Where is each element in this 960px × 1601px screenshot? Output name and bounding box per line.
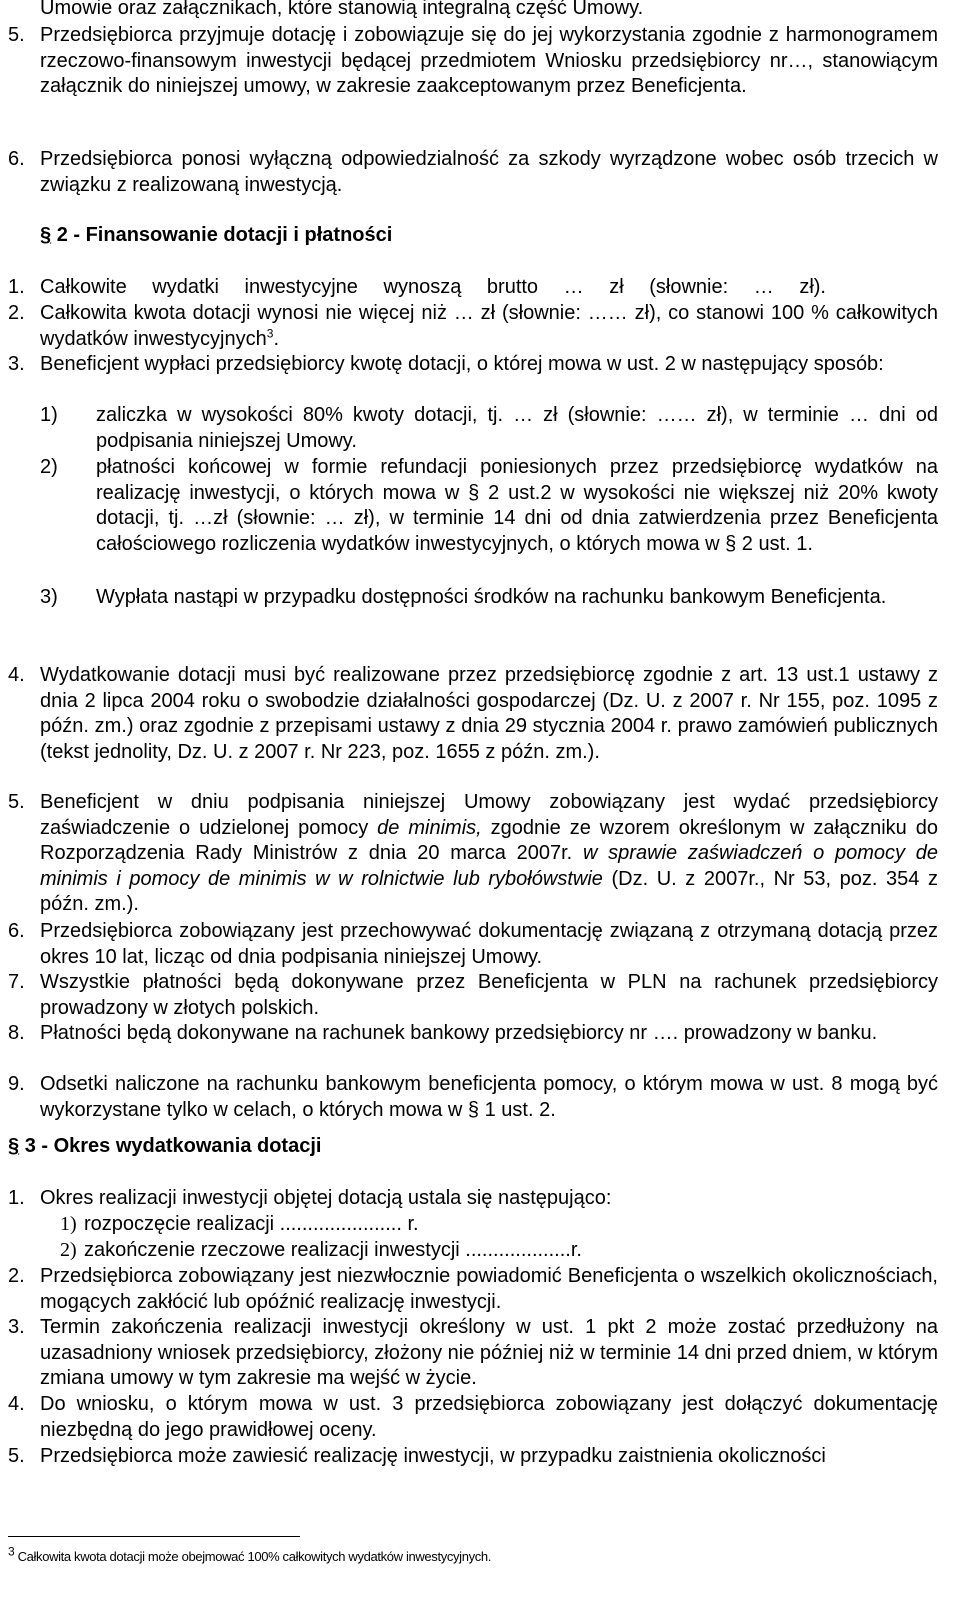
s2-item-2-number: 2. — [8, 302, 25, 324]
s2-sub-1-text: zaliczka w wysokości 80% kwoty dotacji, tj. … zł (słownie: …… zł), w terminie … dni od podpisania niniejszej Umowy. — [96, 404, 938, 452]
s2-sub-3-number: 3) — [40, 586, 58, 608]
intro-item-6-text: Przedsiębiorca ponosi wyłączną odpowiedzialność za szkody wyrządzone wobec osób trzecich w związku z realizowaną inwestycją. — [40, 148, 938, 196]
s2-sub-1-number: 1) — [40, 404, 58, 426]
s3-item-5-number: 5. — [8, 1445, 25, 1467]
intro-item-5-text: Przedsiębiorca przyjmuje dotację i zobowiązuje się do jej wykorzystania zgodnie z harmonogramem rzeczowo-finansowym inwestycji będącej przedmiotem Wniosku przedsiębiorcy nr…, stanowiącym załącznik do niniejszej umowy, w zakresie zaakceptowanym przez Beneficjenta. — [40, 24, 938, 98]
s2-item-1-text: Całkowite wydatki inwestycyjne wynoszą brutto … zł (słownie: … zł). — [40, 276, 826, 298]
s3-sub-1-number: 1) — [60, 1213, 77, 1235]
intro-line: Umowie oraz załącznikach, które stanowią integralną część Umowy. — [40, 0, 644, 19]
section-2-title: 2 - Finansowanie dotacji i płatności — [56, 224, 393, 246]
footnote-ref: 3 — [266, 325, 274, 340]
s3-item-2-number: 2. — [8, 1265, 25, 1287]
s2-item-3-number: 3. — [8, 353, 25, 375]
s2-item-4-text: Wydatkowanie dotacji musi być realizowane przez przedsiębiorcę zgodnie z art. 13 ust.1 ustawy z dnia 2 lipca 2004 roku o swobodzie działalności gospodarczej (Dz. U. z 2007 r. Nr 155, poz. 1095 z późn. zm.) oraz zgodnie z przepisami ustawy z dnia 29 stycznia 2004 r. prawo zamówień publicznych (tekst jednolity, Dz. U. z 2007 r. Nr 223, poz. 1655 z późn. zm.). — [40, 664, 938, 763]
s2-item-8-number: 8. — [8, 1022, 25, 1044]
s2-sub-2-text: płatności końcowej w formie refundacji poniesionych przez przedsiębiorcę wydatków na realizację inwestycji, o których mowa w § 2 ust.2 w wysokości nie większej niż 20% kwoty dotacji, tj. …zł (słownie: … zł), w terminie 14 dni od dnia zatwierdzenia przez Beneficjenta całościowego rozliczenia wydatków inwestycyjnych, o których mowa w § 2 ust. 1. — [96, 456, 938, 555]
s3-item-2-text: Przedsiębiorca zobowiązany jest niezwłocznie powiadomić Beneficjenta o wszelkich okolicznościach, mogących zakłócić lub opóźnić realizację inwestycji. — [40, 1265, 938, 1313]
section-sign: § — [8, 1135, 20, 1157]
s3-item-5-text: Przedsiębiorca może zawiesić realizację inwestycji, w przypadku zaistnienia okoliczności — [40, 1445, 826, 1467]
s3-sub-2-text: zakończenie rzeczowe realizacji inwestycji ...................r. — [84, 1239, 582, 1261]
s2-item-7-text: Wszystkie płatności będą dokonywane przez Beneficjenta w PLN na rachunek przedsiębiorcy prowadzony w złotych polskich. — [40, 971, 938, 1019]
section-3-heading — [8, 1134, 321, 1160]
s2-item-6-text: Przedsiębiorca zobowiązany jest przechowywać dokumentację związaną z otrzymaną dotacją przez okres 10 lat, licząc od dnia podpisania niniejszej Umowy. — [40, 920, 938, 968]
s2-item-2-text — [40, 301, 938, 352]
section-sign: § — [40, 224, 52, 246]
footnote-text: Całkowita kwota dotacji może obejmować 100% całkowitych wydatków inwestycyjnych. — [17, 1549, 492, 1564]
s2-item-3-text: Beneficjent wypłaci przedsiębiorcy kwotę dotacji, o której mowa w ust. 2 w następujący sposób: — [40, 353, 884, 375]
s3-sub-1-text: rozpoczęcie realizacji ...................... r. — [84, 1213, 419, 1235]
intro-item-6-number: 6. — [8, 148, 25, 170]
s2-item-5-number: 5. — [8, 791, 25, 813]
s2-sub-2-number: 2) — [40, 456, 58, 478]
s2-item-5-italic-1: de minimis, — [377, 816, 482, 839]
s3-item-1-number: 1. — [8, 1187, 25, 1209]
s2-item-5-part-b: zgodnie ze wzorem określonym w załączniku do Rozporządzenia Rady Ministrów z dnia 20 marca 2007r. — [40, 816, 938, 865]
footnote-separator — [8, 1536, 300, 1537]
s2-item-4-number: 4. — [8, 664, 25, 686]
s2-item-7-number: 7. — [8, 971, 25, 993]
s2-sub-3-text: Wypłata nastąpi w przypadku dostępności środków na rachunku bankowym Beneficjenta. — [96, 586, 887, 608]
s3-item-3-text: Termin zakończenia realizacji inwestycji określony w ust. 1 pkt 2 może zostać przedłużony na uzasadniony wniosek przedsiębiorcy, złożony nie później niż w terminie 14 dni przed dniem, w którym zmiana umowy w tym zakresie ma wejść w życie. — [40, 1316, 938, 1390]
s3-item-1-text: Okres realizacji inwestycji objętej dotacją ustala się następująco: — [40, 1187, 612, 1209]
s2-item-6-number: 6. — [8, 920, 25, 942]
section-2-heading — [40, 223, 392, 249]
s2-item-8-text: Płatności będą dokonywane na rachunek bankowy przedsiębiorcy nr …. prowadzony w banku. — [40, 1022, 878, 1044]
intro-item-5-number: 5. — [8, 24, 25, 46]
s2-item-5-italic-2: w sprawie zaświadczeń o pomocy de minimis i pomocy de minimis w w rolnictwie lub rybołówstwie — [40, 842, 939, 890]
footnote — [8, 1544, 492, 1566]
s2-item-1-number: 1. — [8, 276, 25, 298]
s2-item-2-end: . — [273, 327, 279, 350]
s3-item-4-number: 4. — [8, 1393, 25, 1415]
s2-item-9-number: 9. — [8, 1073, 25, 1095]
s3-item-3-number: 3. — [8, 1316, 25, 1338]
s2-item-5-text — [40, 790, 938, 918]
s2-item-5-part-c: (Dz. U. z 2007r., Nr 53, poz. 354 z późn. zm.). — [40, 867, 938, 916]
section-3-title: 3 - Okres wydatkowania dotacji — [24, 1135, 322, 1157]
s2-item-5-part-a: Beneficjent w dniu podpisania niniejszej Umowy zobowiązany jest wydać przedsiębiorcy zaświadczenie o udzielonej pomocy — [40, 791, 938, 839]
s3-item-4-text: Do wniosku, o którym mowa w ust. 3 przedsiębiorca zobowiązany jest dołączyć dokumentację niezbędną do jego prawidłowej oceny. — [40, 1393, 938, 1441]
s2-item-9-text: Odsetki naliczone na rachunku bankowym beneficjenta pomocy, o którym mowa w ust. 8 mogą być wykorzystane tylko w celach, o których mowa w § 1 ust. 2. — [40, 1073, 938, 1121]
s2-item-2-body: Całkowita kwota dotacji wynosi nie więcej niż … zł (słownie: …… zł), co stanowi 100 % całkowitych wydatków inwestycyjnych — [40, 302, 938, 350]
s3-sub-2-number: 2) — [60, 1239, 77, 1261]
footnote-number: 3 — [8, 1544, 15, 1559]
